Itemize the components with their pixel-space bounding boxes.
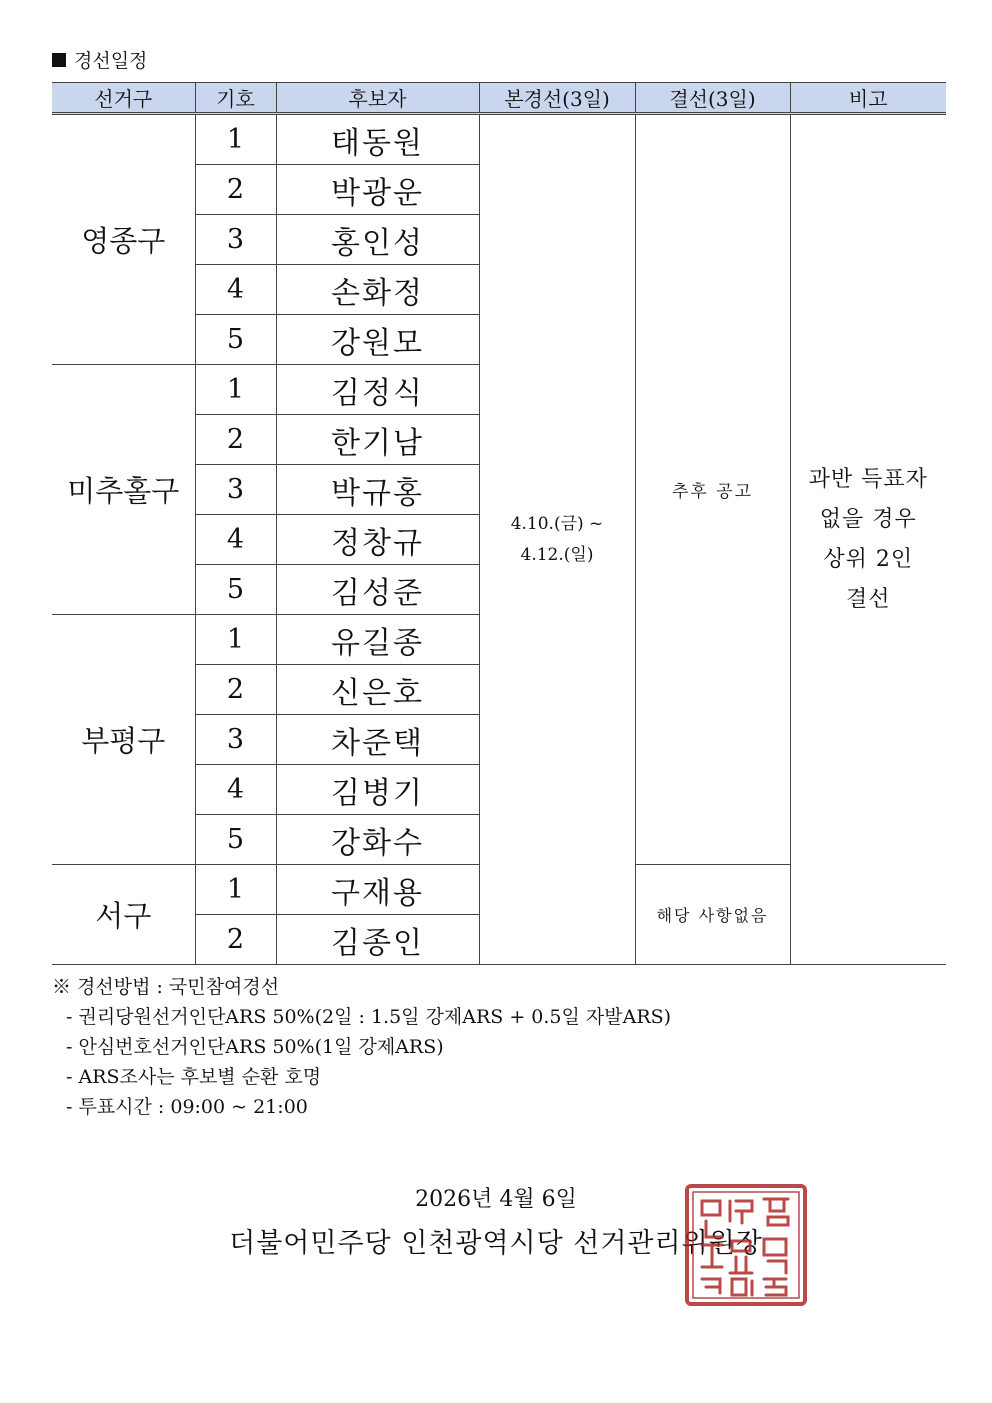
- candidate-number: 2: [195, 165, 276, 215]
- candidate-name: 정창규: [276, 515, 479, 565]
- document-date: 2026년 4월 6일: [415, 1187, 577, 1212]
- candidate-name: 태동원: [276, 114, 479, 165]
- remark-line: 없을 경우: [819, 506, 917, 532]
- remark-line: 과반 득표자: [808, 466, 928, 492]
- candidate-name: 신은호: [276, 665, 479, 715]
- table-row: [52, 114, 946, 165]
- remark-line: 상위 2인: [823, 546, 914, 572]
- candidate-number: 1: [195, 865, 276, 915]
- candidate-name: 박광운: [276, 165, 479, 215]
- candidate-name: 손화정: [276, 265, 479, 315]
- candidate-name: 차준택: [276, 715, 479, 765]
- candidate-number: 3: [195, 215, 276, 265]
- remark-line: 결선: [845, 586, 891, 612]
- candidate-name: 강화수: [276, 815, 479, 865]
- candidate-number: 2: [195, 415, 276, 465]
- header-district: 선거구: [52, 83, 195, 114]
- header-remark: 비고: [790, 83, 946, 114]
- candidate-name: 김병기: [276, 765, 479, 815]
- candidate-number: 4: [195, 765, 276, 815]
- header-candidate: 후보자: [276, 83, 479, 114]
- header-runoff: 결선(3일): [635, 83, 790, 114]
- header-main-primary: 본경선(3일): [479, 83, 635, 114]
- black-square-icon: [52, 53, 66, 67]
- candidate-name: 김정식: [276, 365, 479, 415]
- notes-item: - 투표시간 : 09:00 ~ 21:00: [66, 1096, 308, 1118]
- candidate-number: 1: [195, 615, 276, 665]
- candidate-name: 강원모: [276, 315, 479, 365]
- district-name: 영종구: [52, 114, 195, 365]
- organization-signature: 더불어민주당 인천광역시당 선거관리위원장: [229, 1228, 763, 1259]
- candidate-number: 2: [195, 665, 276, 715]
- main-period-start: 4.10.(금) ~: [510, 513, 604, 534]
- candidate-number: 5: [195, 315, 276, 365]
- candidate-name: 박규홍: [276, 465, 479, 515]
- main-period-end: 4.12.(일): [520, 544, 594, 565]
- candidate-number: 5: [195, 565, 276, 615]
- runoff-period: 추후 공고: [635, 114, 790, 865]
- candidate-name: 유길종: [276, 615, 479, 665]
- main-primary-period: [479, 114, 635, 965]
- notes-method: ※ 경선방법 : 국민참여경선: [52, 976, 280, 998]
- district-name: 부평구: [52, 615, 195, 865]
- candidate-number: 3: [195, 465, 276, 515]
- header-number: 기호: [195, 83, 276, 114]
- notes-item: - ARS조사는 후보별 순환 호명: [66, 1066, 322, 1088]
- candidate-name: 한기남: [276, 415, 479, 465]
- runoff-period-seogu: 해당 사항없음: [635, 865, 790, 965]
- candidate-number: 1: [195, 365, 276, 415]
- district-name: 미추홀구: [52, 365, 195, 615]
- candidate-name: 구재용: [276, 865, 479, 915]
- notes-item: - 권리당원선거인단ARS 50%(2일 : 1.5일 강제ARS + 0.5일 자발ARS): [66, 1006, 672, 1028]
- candidate-number: 4: [195, 265, 276, 315]
- candidate-name: 김성준: [276, 565, 479, 615]
- candidate-number: 3: [195, 715, 276, 765]
- notes-item: - 안심번호선거인단ARS 50%(1일 강제ARS): [66, 1036, 444, 1058]
- candidate-name: 홍인성: [276, 215, 479, 265]
- district-name: 서구: [52, 865, 195, 965]
- candidate-number: 2: [195, 915, 276, 965]
- candidate-number: 4: [195, 515, 276, 565]
- notes: [52, 972, 671, 1122]
- section-title-text: 경선일정: [74, 50, 148, 72]
- table-header-row: [52, 83, 946, 114]
- official-seal-icon: [684, 1183, 808, 1307]
- schedule-table: [52, 82, 946, 965]
- section-title: [52, 46, 147, 73]
- remark-cell: [790, 114, 946, 965]
- candidate-number: 5: [195, 815, 276, 865]
- candidate-number: 1: [195, 114, 276, 165]
- candidate-name: 김종인: [276, 915, 479, 965]
